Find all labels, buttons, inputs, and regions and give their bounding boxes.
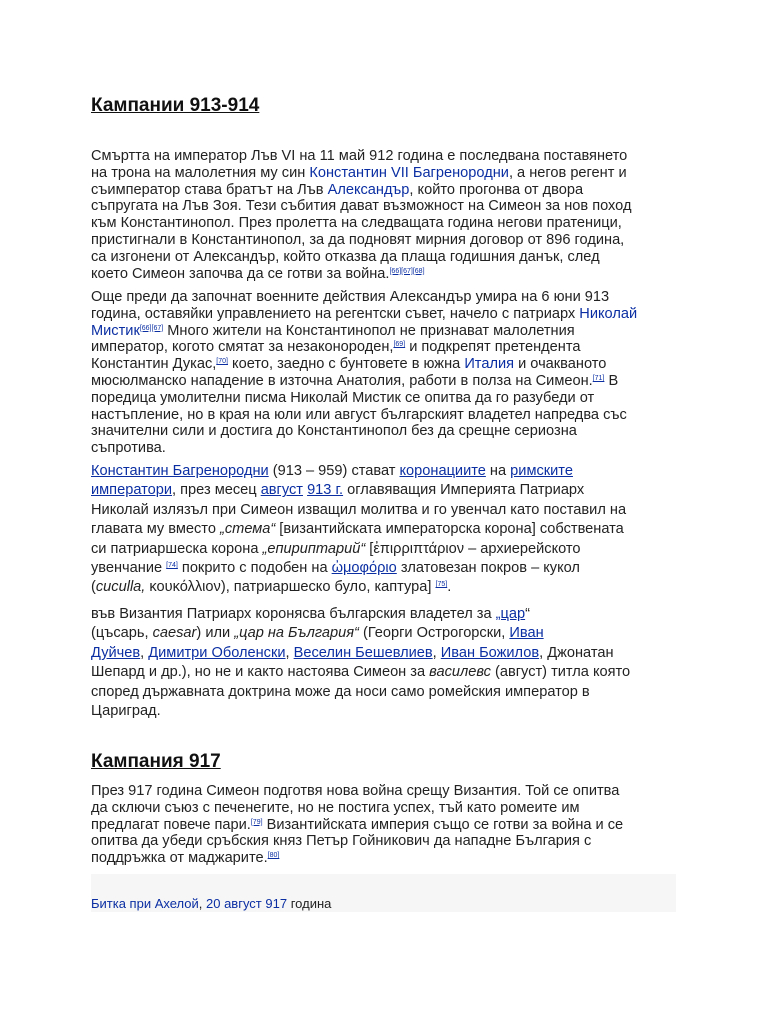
- link-emperors[interactable]: императори: [91, 482, 173, 499]
- text-line: съпротива.: [91, 440, 166, 457]
- link-ivan-duychev[interactable]: Дуйчев: [91, 644, 141, 661]
- link-ivan-bozhilov[interactable]: Иван Божилов: [440, 644, 540, 661]
- paragraph-coronation: [91, 462, 681, 598]
- text-line: Николай излязъл при Симеон изващил молитва и го увенчал като поставил на: [91, 501, 627, 518]
- text-line: пристигнали в Константинопол, за да подновят мирния договор от 896 година,: [91, 231, 625, 248]
- text-line: да сключи съюз с печенегите, но не постига успех, тъй като ромеите им: [91, 799, 580, 816]
- link-august-20[interactable]: 20 август: [206, 896, 262, 911]
- text-line: са изгонени от Александър, който отказва да плаща годишния данък, след: [91, 248, 600, 265]
- reference-link[interactable]: [71]: [592, 374, 605, 382]
- text-line: във Византия Патриарх коронясва българския владетел за „цар“: [91, 606, 530, 622]
- text-line: (cucullа, κουκόλλιον), патриаршеско було, каптура] [75].: [91, 579, 452, 596]
- paragraph-death-of-leo: [91, 148, 681, 282]
- text-line: към Константинопол. През пролетта на следващата година негови пратеници,: [91, 215, 622, 232]
- reference-link[interactable]: [66][67]: [139, 324, 164, 332]
- section-heading-campaign-917: Кампания 917: [91, 751, 221, 772]
- link-year-913[interactable]: 913 г.: [307, 482, 344, 499]
- text-line: съимператор става братът на Лъв Александър, който прогонва от двора: [91, 181, 584, 198]
- text-line: императори, през месец август 913 г. оглавяващия Империята Патриарх: [91, 482, 585, 499]
- text-line: През 917 година Симеон подготвя нова война срещу Византия. Той се опитва: [91, 783, 620, 799]
- text-line: Още преди да започнат военните действия Александър умира на 6 юни 913: [91, 289, 610, 305]
- text-line: на трона на малолетния му син Константин VII Багренородни, а негов регент и: [91, 164, 627, 181]
- text-line: увенчание [74] покрито с подобен на ὠμοφόριο златовезан покров – кукол: [91, 560, 580, 577]
- reference-link[interactable]: [80]: [267, 852, 280, 860]
- text-line: предлагат повече пари.[79] Византийската империя също се готви за война и се: [91, 816, 624, 833]
- link-tsar[interactable]: „цар: [495, 606, 526, 622]
- link-dimitri-obolensky[interactable]: Димитри Оболенски: [148, 644, 286, 661]
- text-line: си патриаршеска корона „епириптарий“ [ἐπιρριπτάριον – архиерейското: [91, 540, 581, 557]
- link-august[interactable]: август: [260, 482, 303, 499]
- link-battle-of-achelous[interactable]: Битка при Ахелой: [91, 896, 199, 911]
- reference-link[interactable]: [66][67][68]: [389, 267, 425, 275]
- link-mystikos[interactable]: Мистик: [91, 322, 140, 339]
- paragraph-war-preparation: [91, 783, 681, 867]
- text-line: Константин Дукас,[70] което, заедно с бунтовете в южна Италия и очакваното: [91, 356, 607, 373]
- link-constantine-vii[interactable]: Константин VII Багренородни: [309, 164, 509, 181]
- text-line: съпругата на Лъв Зоя. Тези събития дават възможност на Симеон за нов поход: [91, 198, 632, 215]
- text-line: Константин Багренородни (913 – 959) стават коронациите на римските: [91, 463, 573, 479]
- reference-link[interactable]: [74]: [166, 562, 178, 570]
- text-line: Мистик[66][67] Много жители на Константинопол не признават малолетния: [91, 322, 575, 339]
- text-line: мюсюлманско нападение в източна Анатолия, работи в полза на Симеон.[71] В: [91, 372, 619, 389]
- link-constantine-porphyrogenitus[interactable]: Константин Багренородни: [91, 463, 269, 479]
- text-line: според държавната доктрина може да носи само ромейския император в: [91, 683, 590, 700]
- text-line: значителни сили и достига до Константинопол без да срещне сериозна: [91, 423, 577, 440]
- link-ivan-duychev[interactable]: Иван: [509, 625, 544, 642]
- link-italy[interactable]: Италия: [464, 356, 515, 373]
- reference-link[interactable]: [69]: [393, 341, 406, 349]
- link-coronations[interactable]: коронациите: [399, 463, 486, 479]
- text-line: Дуйчев, Димитри Оболенски, Веселин Бешевлиев, Иван Божилов, Джонатан: [91, 644, 614, 661]
- link-veselin-beshevliev[interactable]: Веселин Бешевлиев: [293, 644, 433, 661]
- text-line: година, оставяйки управлението на регентски съвет, начело с патриарх Николай: [91, 305, 638, 322]
- link-roman[interactable]: римските: [510, 463, 573, 479]
- link-omophorion[interactable]: ὠμοφόριο: [331, 560, 397, 577]
- link-year-917[interactable]: 917: [265, 896, 288, 911]
- text-line: Шепард и др.), но не и както настоява Симеон за василевс (август) титла която: [91, 664, 631, 681]
- section-heading-campaign-913: Кампании 913-914: [91, 95, 260, 116]
- reference-link[interactable]: [70]: [216, 358, 228, 366]
- text-line: настъпление, но в края на юли или август българският владетел напредва със: [91, 406, 627, 423]
- text-line: император, когото смятат за незаконороден,[69] и подкрепят претендента: [91, 339, 581, 356]
- text-line: Цариград.: [91, 703, 161, 720]
- text-line: Смъртта на император Лъв VI на 11 май 912 година е последвана поставянето: [91, 148, 628, 164]
- text-line: главата му вместо „стема“ [византийската императорска корона] собствената: [91, 521, 624, 538]
- paragraph-regency-council: [91, 289, 681, 457]
- reference-link[interactable]: [79]: [250, 818, 263, 826]
- text-line: което Симеон започва да се готви за война.[66][67][68]: [91, 265, 425, 282]
- text-line: (цъсарь, caesar) или „цар на България“ (Георги Острогорски, Иван: [91, 625, 544, 642]
- link-alexander[interactable]: Александър: [327, 181, 410, 198]
- text-line: поддръжка от маджарите.[80]: [91, 850, 280, 867]
- link-nicholas[interactable]: Николай: [579, 305, 638, 322]
- image-caption: Битка при Ахелой, 20 август 917 година: [91, 896, 332, 911]
- reference-link[interactable]: [75]: [435, 581, 448, 589]
- text-line: поредица умолителни писма Николай Мистик се опитва да го разубеди от: [91, 389, 595, 406]
- text-line: опитва да убеди сръбския княз Петър Гойникович да нападне България с: [91, 833, 592, 850]
- paragraph-tsar-title: [91, 605, 681, 721]
